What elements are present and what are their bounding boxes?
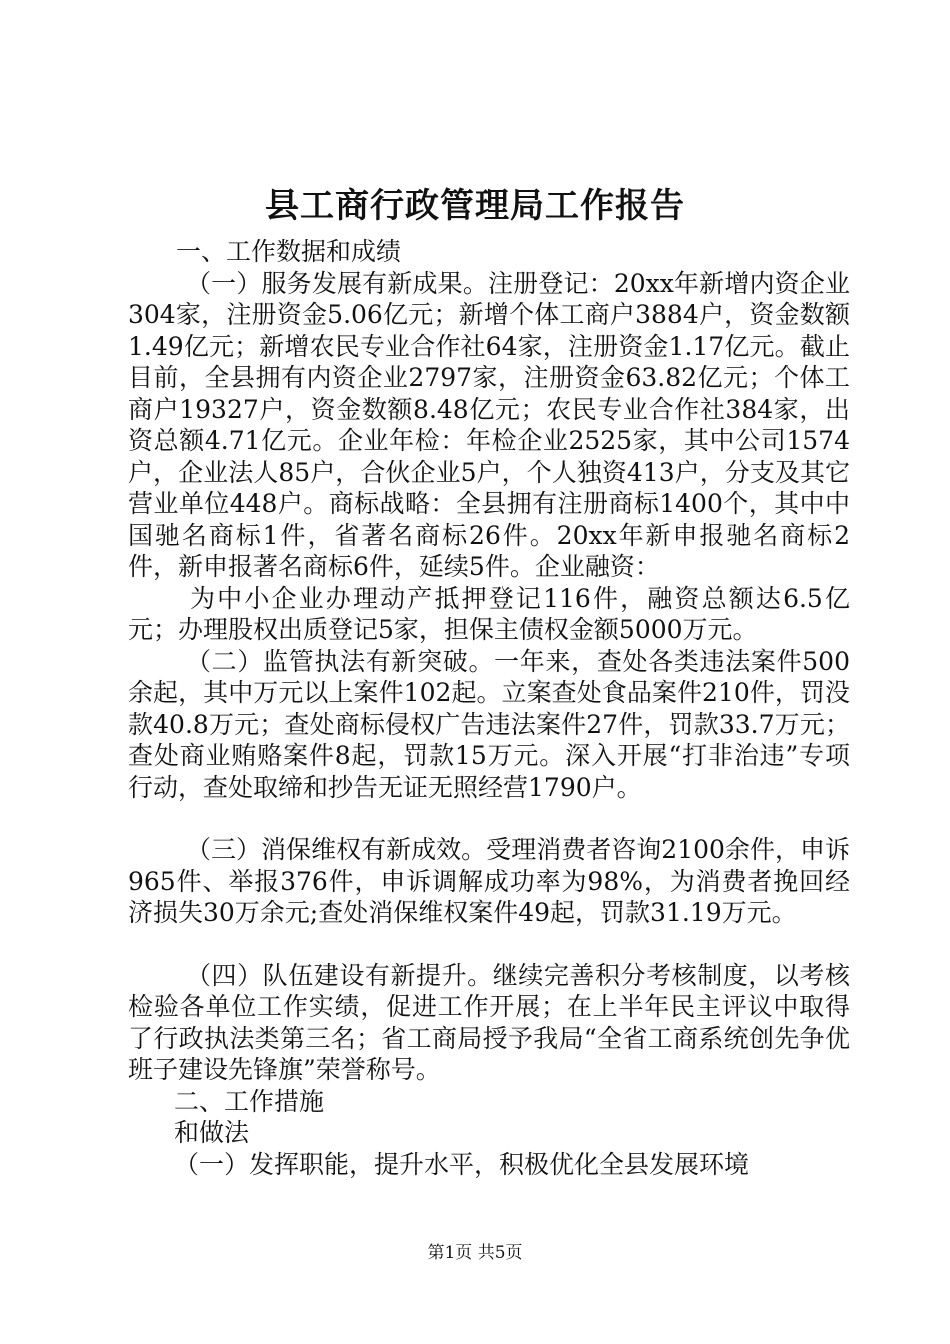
paragraph-consumer-protection: （三）消保维权有新成效。受理消费者咨询2100余件，申诉965件、举报376件，申诉调解成功率为98%，为消费者挽回经济损失30万余元;查处消保维权案件49起，罚款31.19万元。 [128, 835, 850, 927]
paragraph-service-development: （一）服务发展有新成果。注册登记：20xx年新增内资企业304家，注册资金5.06亿元；新增个体工商户3884户，资金数额1.49亿元；新增农民专业合作社64家，注册资金1.17亿元。截止目前，全县拥有内资企业2797家，注册资金63.82亿元；个体工商户19327户，资金数额8.48亿元；农民专业合作社384家，出资总额4.71亿元。企业年检：年检企业2525家，其中公司1574户，企业法人85户，合伙企业5户，个人独资413户，分支及其它营业单位448户。商标战略：全县拥有注册商标1400个，其中中国驰名商标1件，省著名商标26件。20xx年新申报驰名商标2件，新申报著名商标6件，延续5件。企业融资： [128, 268, 850, 581]
paragraph-supervision: （二）监管执法有新突破。一年来，查处各类违法案件500余起，其中万元以上案件102起。立案查处食品案件210件，罚没款40.8万元；查处商标侵权广告违法案件27件，罚款33.7万元；查处商业贿赂案件8起，罚款15万元。深入开展“打非治违”专项行动，查处取缔和抄告无证无照经营1790户。 [128, 646, 850, 802]
document-title: 县工商行政管理局工作报告 [265, 186, 685, 226]
paragraph-spacer [128, 803, 850, 834]
document-body [128, 236, 850, 1180]
paragraph-team-building: （四）队伍建设有新提升。继续完善积分考核制度，以考核检验各单位工作实绩，促进工作开展；在上半年民主评议中取得了行政执法类第三名；省工商局授予我局“全省工商系统创先争优班子建设先锋旗”荣誉称号。 [128, 960, 850, 1084]
paragraph-spacer [128, 929, 850, 960]
section-heading-2-continued: 和做法 [174, 1118, 250, 1147]
section-heading-1: 一、工作数据和成绩 [176, 237, 402, 266]
page-number-footer: 第1页 共5页 [427, 1243, 523, 1263]
section-heading-2: 二、工作措施 [174, 1086, 325, 1116]
subsection-heading-1: （一）发挥职能，提升水平，积极优化全县发展环境 [174, 1149, 750, 1179]
paragraph-financing: 为中小企业办理动产抵押登记116件，融资总额达6.5亿元；办理股权出质登记5家，担保主债权金额5000万元。 [128, 583, 850, 644]
